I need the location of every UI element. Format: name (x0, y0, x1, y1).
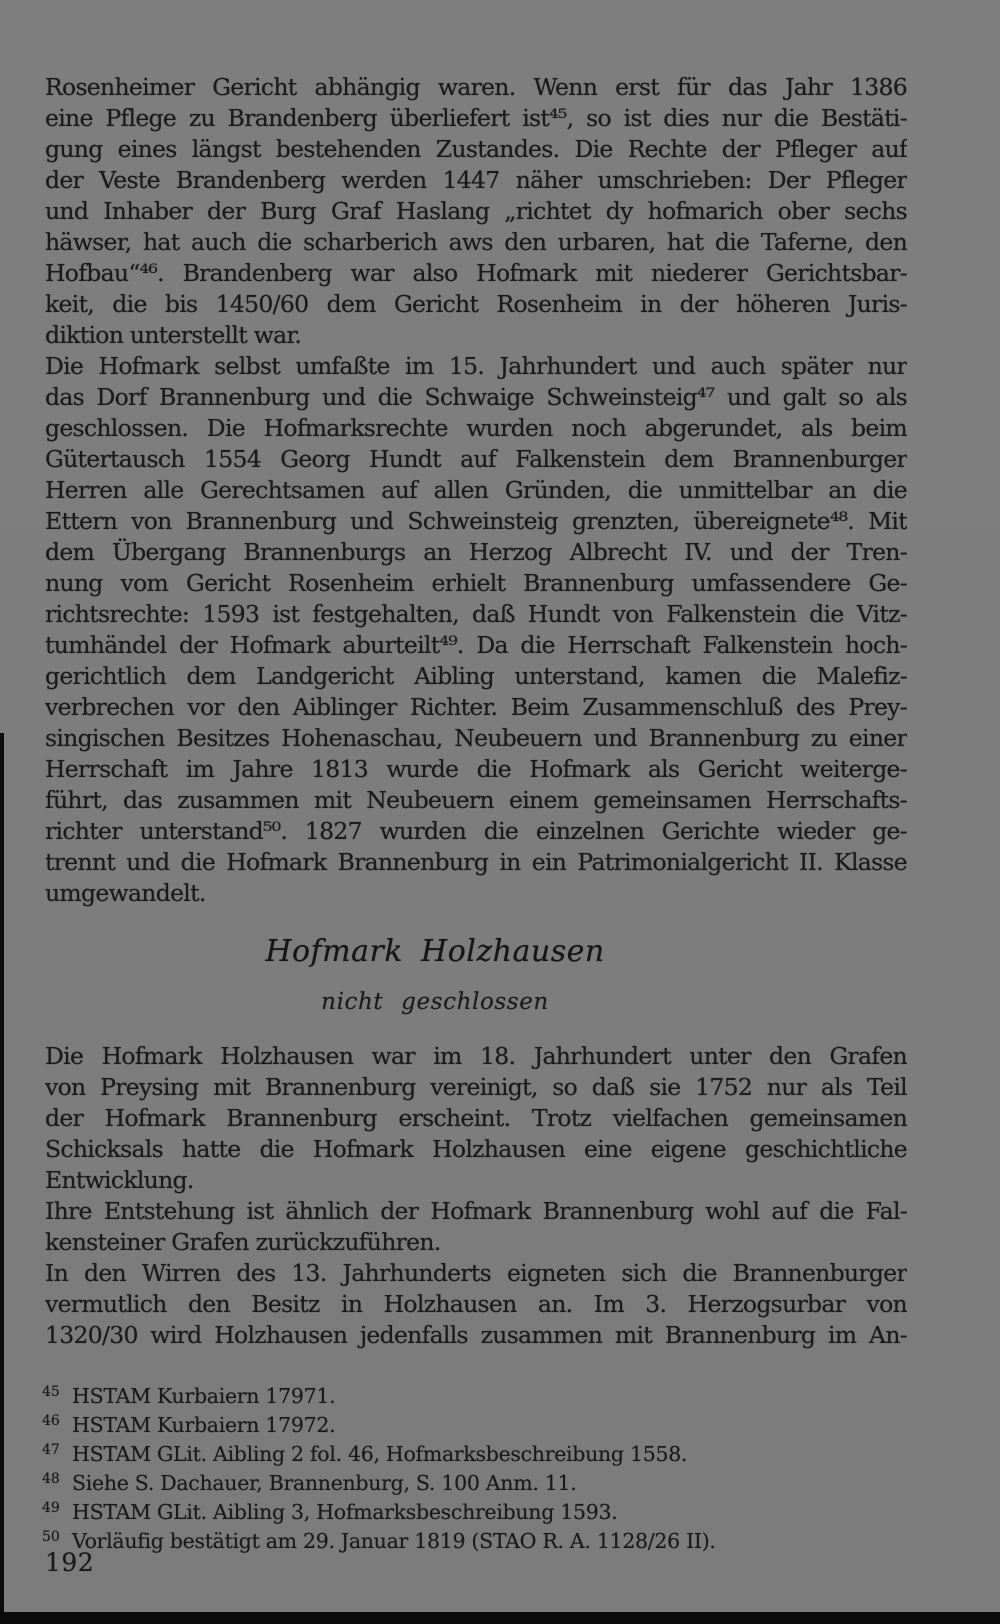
text-line: Herren alle Gerechtsamen auf allen Gründen, die unmittelbar an die (45, 476, 907, 504)
text-line: gung eines längst bestehenden Zustandes. Die Rechte der Pfleger auf (45, 135, 907, 163)
section-heading: Hofmark Holzhausen (265, 934, 605, 969)
footnote-text: Vorläufig bestätigt am 29. Januar 1819 (STAO R. A. 1128/26 II). (72, 1529, 716, 1553)
text-line: verbrechen vor den Aiblinger Richter. Beim Zusammenschluß des Prey- (45, 693, 907, 721)
footnote (42, 1469, 922, 1498)
text-line: richter unterstand⁵⁰. 1827 wurden die einzelnen Gerichte wieder ge- (45, 817, 907, 845)
text-line: vermutlich den Besitz in Holzhausen an. Im 3. Herzogsurbar von (45, 1290, 907, 1318)
text-line: 1320/30 wird Holzhausen jedenfalls zusammen mit Brannenburg im An- (45, 1321, 907, 1349)
footnote-text: HSTAM Kurbaiern 17971. (72, 1384, 336, 1408)
text-line: und Inhaber der Burg Graf Haslang „richtet dy hofmarich ober sechs (45, 197, 907, 225)
text-line: eine Pflege zu Brandenberg überliefert ist⁴⁵, so ist dies nur die Bestäti- (45, 104, 907, 132)
footnote (42, 1498, 922, 1527)
footnote-marker: 45 (42, 1384, 60, 1400)
text-line: das Dorf Brannenburg und die Schwaige Schweinsteig⁴⁷ und galt so als (45, 383, 907, 411)
text-line: dem Übergang Brannenburgs an Herzog Albrecht IV. und der Tren- (45, 538, 907, 566)
text-line: richtsrechte: 1593 ist festgehalten, daß Hundt von Falkenstein die Vitz- (45, 600, 907, 628)
text-line: kensteiner Grafen zurückzuführen. (45, 1228, 441, 1256)
text-line: Entwicklung. (45, 1166, 194, 1194)
footnote-text: HSTAM GLit. Aibling 2 fol. 46, Hofmarksbeschreibung 1558. (72, 1442, 688, 1466)
footnote (42, 1440, 922, 1469)
footnote-marker: 50 (42, 1529, 60, 1545)
text-line: Gütertausch 1554 Georg Hundt auf Falkenstein dem Brannenburger (45, 445, 907, 473)
text-line: der Veste Brandenberg werden 1447 näher umschrieben: Der Pfleger (45, 166, 907, 194)
footnote-marker: 47 (42, 1442, 60, 1458)
section-subheading: nicht geschlossen (321, 989, 549, 1015)
text-line: geschlossen. Die Hofmarksrechte wurden noch abgerundet, als beim (45, 414, 907, 442)
footnote-marker: 46 (42, 1413, 60, 1429)
page-number: 192 (45, 1548, 95, 1577)
footnote-marker: 48 (42, 1471, 60, 1487)
footnote (42, 1411, 922, 1440)
text-line: führt, das zusammen mit Neubeuern einem gemeinsamen Herrschafts- (45, 786, 907, 814)
text-line: von Preysing mit Brannenburg vereinigt, so daß sie 1752 nur als Teil (45, 1073, 907, 1101)
text-line: umgewandelt. (45, 879, 206, 907)
text-line: In den Wirren des 13. Jahrhunderts eigneten sich die Brannenburger (45, 1259, 907, 1287)
text-line: Ihre Entstehung ist ähnlich der Hofmark Brannenburg wohl auf die Fal- (45, 1197, 907, 1225)
text-line: tumhändel der Hofmark aburteilt⁴⁹. Da die Herrschaft Falkenstein hoch- (45, 631, 907, 659)
text-line: häwser, hat auch die scharberich aws den urbaren, hat die Taferne, den (45, 228, 907, 256)
text-line: Die Hofmark Holzhausen war im 18. Jahrhundert unter den Grafen (45, 1042, 907, 1070)
text-line: Herrschaft im Jahre 1813 wurde die Hofmark als Gericht weiterge- (45, 755, 907, 783)
body-text-holzhausen (45, 1041, 907, 1351)
text-line: singischen Besitzes Hohenaschau, Neubeuern und Brannenburg zu einer (45, 724, 907, 752)
text-line: diktion unterstellt war. (45, 321, 302, 349)
footnote (42, 1527, 922, 1556)
text-line: der Hofmark Brannenburg erscheint. Trotz vielfachen gemeinsamen (45, 1104, 907, 1132)
text-line: gerichtlich dem Landgericht Aibling unterstand, kamen die Malefiz- (45, 662, 907, 690)
footnote-text: HSTAM Kurbaiern 17972. (72, 1413, 336, 1437)
text-line: Schicksals hatte die Hofmark Holzhausen eine eigene geschichtliche (45, 1135, 907, 1163)
body-text-brandenberg (45, 72, 907, 909)
scan-edge-left (0, 733, 4, 1624)
text-line: Die Hofmark selbst umfaßte im 15. Jahrhundert und auch später nur (45, 352, 907, 380)
text-line: Hofbau“⁴⁶. Brandenberg war also Hofmark mit niederer Gerichtsbar- (45, 259, 907, 287)
footnotes-block (42, 1382, 922, 1556)
footnote-marker: 49 (42, 1500, 60, 1516)
text-line: Rosenheimer Gericht abhängig waren. Wenn erst für das Jahr 1386 (45, 73, 907, 101)
scan-edge-bottom (0, 1612, 1000, 1624)
footnote-text: HSTAM GLit. Aibling 3, Hofmarksbeschreibung 1593. (72, 1500, 618, 1524)
footnote-text: Siehe S. Dachauer, Brannenburg, S. 100 Anm. 11. (72, 1471, 577, 1495)
text-line: nung vom Gericht Rosenheim erhielt Brannenburg umfassendere Ge- (45, 569, 907, 597)
footnote (42, 1382, 922, 1411)
text-line: Ettern von Brannenburg und Schweinsteig grenzten, übereignete⁴⁸. Mit (45, 507, 907, 535)
text-line: keit, die bis 1450/60 dem Gericht Rosenheim in der höheren Juris- (45, 290, 907, 318)
text-line: trennt und die Hofmark Brannenburg in ein Patrimonialgericht II. Klasse (45, 848, 907, 876)
